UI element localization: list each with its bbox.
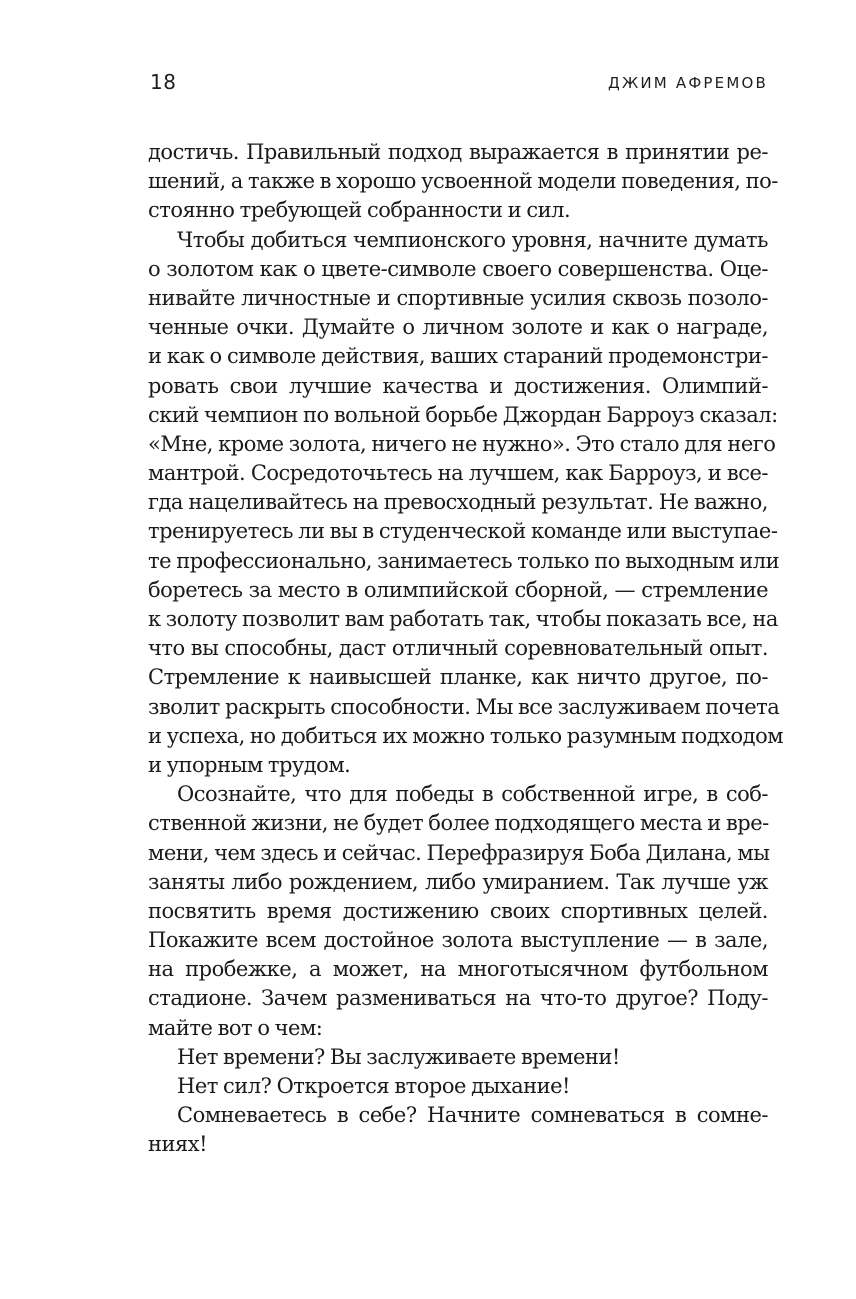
text-line: ственной жизни, не будет более подходящего места и вре- xyxy=(148,811,769,836)
body-text xyxy=(148,138,784,1160)
text-line: Стремление к наивысшей планке, как ничто другое, по- xyxy=(148,665,768,690)
text-line: что вы способны, даст отличный соревновательный опыт. xyxy=(148,636,768,661)
page-number: 18 xyxy=(150,70,177,94)
text-line: зволит раскрыть способности. Мы все заслуживаем почета xyxy=(148,694,780,719)
text-line: Сомневаетесь в себе? Начните сомневаться в сомне- xyxy=(177,1103,768,1128)
paragraph xyxy=(148,1072,768,1101)
text-line: майте вот о чем: xyxy=(148,1015,323,1040)
text-line: ский чемпион по вольной борьбе Джордан Барроуз сказал: xyxy=(148,402,778,427)
text-line: о золотом как о цвете-символе своего совершенства. Оце- xyxy=(148,256,768,281)
text-line: и как о символе действия, ваших стараний продемонстри- xyxy=(148,344,768,369)
text-line: посвятить время достижению своих спортивных целей. xyxy=(148,898,768,923)
text-line: гда нацеливайтесь на превосходный результат. Не важно, xyxy=(148,490,768,515)
text-line: ровать свои лучшие качества и достижения. Олимпий- xyxy=(148,373,768,398)
text-line: Нет времени? Вы заслуживаете времени! xyxy=(177,1044,620,1069)
text-line: и успеха, но добиться их можно только разумным подходом xyxy=(148,723,784,748)
text-line: Покажите всем достойное золота выступление — в зале, xyxy=(148,928,768,953)
text-line: мени, чем здесь и сейчас. Перефразируя Боба Дилана, мы xyxy=(148,840,770,865)
text-line: шений, а также в хорошо усвоенной модели поведения, по- xyxy=(148,169,778,194)
text-line: и упорным трудом. xyxy=(148,752,351,777)
paragraph xyxy=(148,138,778,226)
text-line: стадионе. Зачем размениваться на что-то другое? Поду- xyxy=(148,986,768,1011)
text-line: ниях! xyxy=(148,1132,208,1157)
text-line: «Мне, кроме золота, ничего не нужно». Это стало для него xyxy=(148,431,776,456)
text-line: стоянно требующей собранности и сил. xyxy=(148,198,571,223)
text-line: Чтобы добиться чемпионского уровня, начните думать xyxy=(177,227,768,252)
paragraph xyxy=(148,1101,768,1159)
paragraph xyxy=(148,1043,768,1072)
text-line: ченные очки. Думайте о личном золоте и как о награде, xyxy=(148,315,768,340)
text-line: достичь. Правильный подход выражается в принятии ре- xyxy=(148,140,768,164)
text-line: тренируетесь ли вы в студенческой команде или выступае- xyxy=(148,519,778,544)
text-line: те профессионально, занимаетесь только по выходным или xyxy=(148,548,780,573)
paragraph xyxy=(148,780,768,1043)
text-line: боретесь за место в олимпийской сборной, — стремление xyxy=(148,577,768,602)
text-line: Нет сил? Откроется второе дыхание! xyxy=(177,1074,570,1098)
paragraph xyxy=(148,226,784,781)
text-line: нивайте личностные и спортивные усилия сквозь позоло- xyxy=(148,285,768,310)
text-line: заняты либо рождением, либо умиранием. Так лучше уж xyxy=(148,869,768,894)
text-line: Осознайте, что для победы в собственной игре, в соб- xyxy=(177,782,768,807)
running-head-author: ДЖИМ АФРЕМОВ xyxy=(608,74,768,92)
text-line: к золоту позволит вам работать так, чтобы показать все, на xyxy=(148,607,778,631)
text-line: на пробежке, а может, на многотысячном футбольном xyxy=(148,957,768,982)
text-line: мантрой. Сосредоточьтесь на лучшем, как Барроуз, и все- xyxy=(148,461,768,486)
running-head xyxy=(150,70,768,98)
